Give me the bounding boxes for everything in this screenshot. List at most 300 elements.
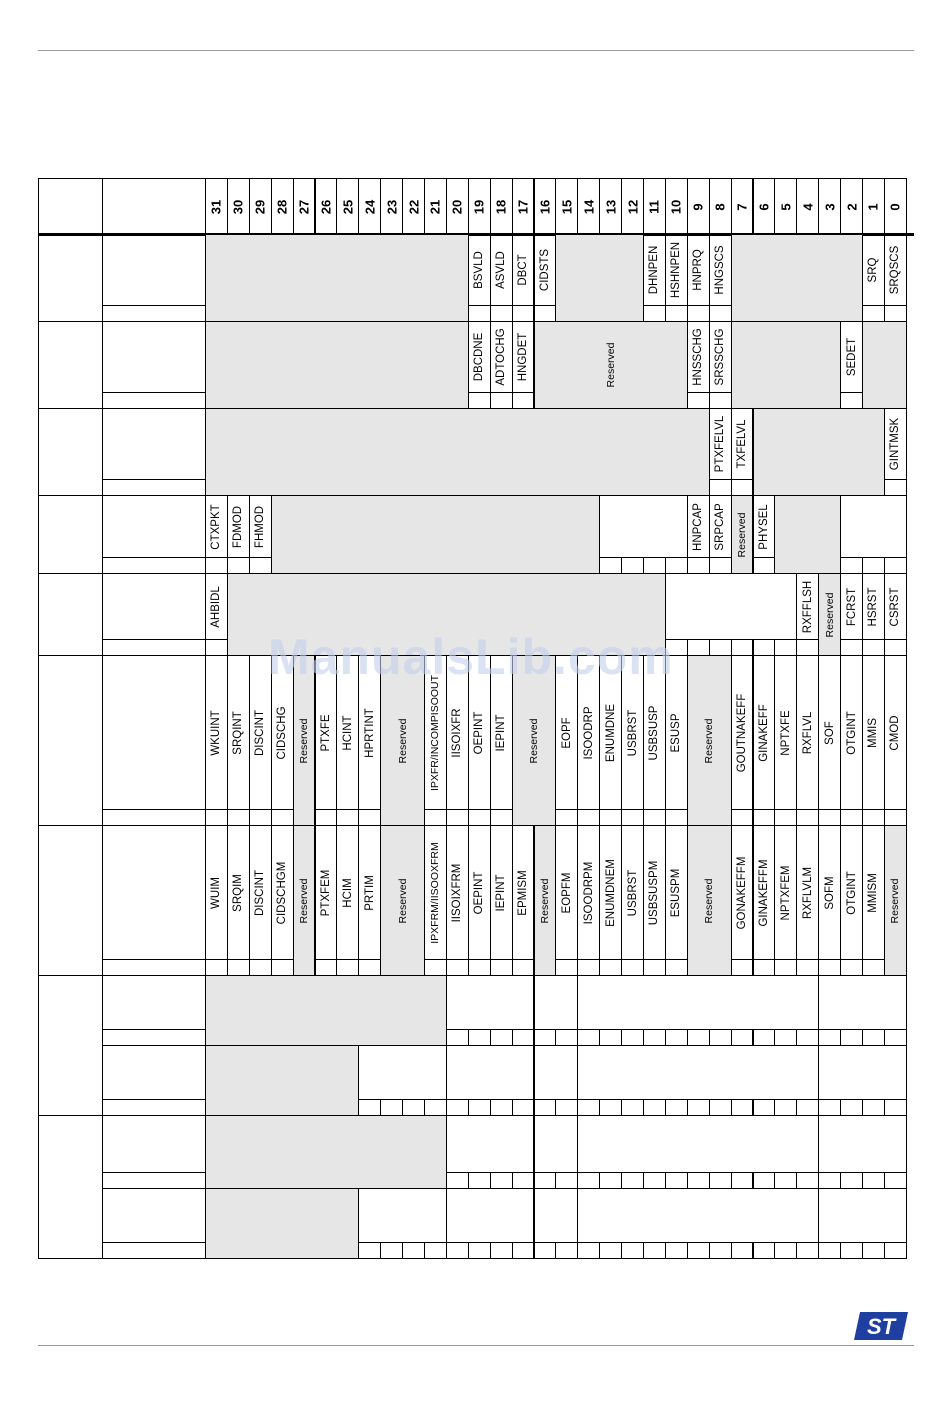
reset-value-cell (643, 557, 666, 574)
reserved-field (687, 825, 732, 976)
bit-number-header (380, 178, 403, 235)
register-field (205, 573, 228, 640)
reset-value-cell (577, 959, 600, 976)
reset-value-cell (490, 1242, 513, 1259)
reset-value-cell (358, 809, 381, 826)
register-name-cell (102, 573, 206, 640)
blank-field (446, 1045, 535, 1100)
reset-value-cell (490, 305, 513, 322)
reset-value-cell (446, 1242, 469, 1259)
reset-value-cell (446, 1029, 469, 1046)
field-label: EOPF (560, 716, 573, 749)
reset-label-cell (102, 479, 206, 496)
blank-field (446, 975, 535, 1030)
bit-number-header (796, 178, 819, 235)
register-field (884, 408, 907, 480)
reset-value-cell (796, 809, 819, 826)
reset-value-cell (687, 639, 710, 656)
reset-value-cell (862, 1242, 885, 1259)
register-name-cell (102, 825, 206, 960)
reset-value-cell (884, 1029, 907, 1046)
bit-number: 10 (668, 199, 684, 214)
reset-label-cell (102, 392, 206, 409)
field-label: PHYSEL (757, 503, 770, 550)
bit-number-header (446, 178, 469, 235)
reserved-area (753, 408, 885, 496)
top-rule (38, 50, 914, 51)
bit-number-header (358, 178, 381, 235)
register-field (840, 321, 863, 393)
reserved-field (534, 825, 557, 976)
register-field (468, 234, 491, 306)
field-label: CMOD (889, 714, 902, 751)
reset-value-cell (840, 392, 863, 409)
reset-value-cell (753, 959, 776, 976)
bit-number: 9 (690, 202, 706, 211)
reset-value-cell (862, 557, 885, 574)
field-label: USBSUSP (648, 705, 661, 760)
bit-number: 23 (384, 199, 400, 214)
reset-value-cell (731, 959, 754, 976)
bit-number-header (534, 178, 557, 235)
blank-field (840, 495, 907, 558)
bit-number-header (402, 178, 425, 235)
register-name-cell (102, 234, 206, 306)
field-label: USBSUSPM (648, 860, 661, 925)
reset-value-cell (599, 809, 622, 826)
field-label: Reserved (823, 592, 836, 637)
blank-field (818, 1115, 907, 1173)
reset-value-cell (840, 1172, 863, 1189)
register-field (709, 234, 732, 306)
offset-cell (38, 234, 103, 322)
field-label: NPTXFEM (779, 865, 792, 920)
field-label: OEPINT (473, 711, 486, 754)
register-field (512, 321, 535, 393)
reset-value-cell (621, 809, 644, 826)
bit-number-header (599, 178, 622, 235)
register-field (818, 655, 841, 810)
field-label: MMISM (867, 872, 880, 913)
field-label: HNPRQ (692, 249, 705, 291)
field-label: ISOODRPM (582, 861, 595, 924)
bit-number: 4 (800, 202, 816, 211)
reset-value-cell (884, 1099, 907, 1116)
reset-value-cell (534, 1172, 557, 1189)
bit-number-header (271, 178, 294, 235)
reset-value-cell (840, 1099, 863, 1116)
field-label: ISOODRP (582, 705, 595, 760)
reset-value-cell (424, 809, 447, 826)
field-label: HNSSCHG (692, 328, 705, 386)
reset-value-cell (577, 1029, 600, 1046)
reset-value-cell (315, 809, 338, 826)
reserved-area (205, 975, 447, 1046)
reset-value-cell (512, 392, 535, 409)
blank-field (534, 1188, 579, 1243)
register-field (774, 655, 797, 810)
register-field (774, 825, 797, 960)
reset-value-cell (731, 639, 754, 656)
reset-value-cell (490, 809, 513, 826)
reset-value-cell (358, 1099, 381, 1116)
bit-number: 16 (537, 199, 553, 214)
bit-number: 12 (625, 199, 641, 214)
bit-number-header (884, 178, 907, 235)
field-label: WKUINT (210, 709, 223, 756)
reserved-area (205, 408, 710, 496)
bit-number-header (840, 178, 863, 235)
register-field (205, 495, 228, 558)
reserved-area (205, 1045, 359, 1116)
field-label: DBCDNE (473, 332, 486, 382)
reset-label-cell (102, 639, 206, 656)
reserved-area (205, 321, 469, 409)
register-field (709, 321, 732, 393)
field-label: Reserved (396, 718, 409, 763)
field-label: PTXFELVL (714, 415, 727, 473)
bit-number: 8 (712, 202, 728, 211)
register-field (227, 495, 250, 558)
reset-value-cell (884, 479, 907, 496)
bit-number-header (490, 178, 513, 235)
reset-value-cell (599, 557, 622, 574)
register-field (840, 573, 863, 640)
field-label: RXFLVL (801, 711, 814, 754)
field-label: WUIM (210, 876, 223, 909)
svg-text:ST: ST (866, 1314, 896, 1339)
reset-value-cell (249, 959, 272, 976)
register-field (840, 655, 863, 810)
reset-value-cell (884, 1242, 907, 1259)
reset-value-cell (818, 1172, 841, 1189)
reset-value-cell (840, 1029, 863, 1046)
reset-value-cell (709, 639, 732, 656)
reset-value-cell (709, 1242, 732, 1259)
register-field (840, 825, 863, 960)
st-logo (852, 1310, 910, 1342)
bit-number-header (862, 178, 885, 235)
offset-cell (38, 825, 103, 976)
register-field (709, 408, 732, 480)
register-field (862, 573, 885, 640)
register-field (643, 234, 666, 306)
field-label: PTXFE (319, 713, 332, 752)
reset-value-cell (621, 1172, 644, 1189)
field-label: ESUSPM (670, 868, 683, 917)
reserved-field (731, 495, 754, 574)
register-name-cell (102, 408, 206, 480)
reset-value-cell (818, 1099, 841, 1116)
field-label: IISOIXFR (451, 707, 464, 758)
field-label: PRTIM (363, 874, 376, 911)
reset-value-cell (818, 1029, 841, 1046)
reset-value-cell (512, 1172, 535, 1189)
reset-value-cell (731, 809, 754, 826)
field-label: PTXFEM (319, 869, 332, 916)
reserved-area (205, 234, 469, 322)
reset-value-cell (205, 809, 228, 826)
reset-value-cell (665, 809, 688, 826)
reset-value-cell (731, 1172, 754, 1189)
reset-value-cell (818, 959, 841, 976)
field-label: CTXPKT (210, 503, 223, 550)
register-name-cell (102, 975, 206, 1030)
field-label: Reserved (298, 718, 311, 763)
bit-number: 14 (581, 199, 597, 214)
reset-value-cell (490, 392, 513, 409)
reset-value-cell (796, 1029, 819, 1046)
bit-number-header (249, 178, 272, 235)
register-field (796, 655, 819, 810)
bit-number: 17 (515, 199, 531, 214)
register-field (249, 825, 272, 960)
reset-value-cell (796, 1242, 819, 1259)
reset-value-cell (884, 305, 907, 322)
field-label: Reserved (396, 878, 409, 923)
field-label: FDMOD (232, 505, 245, 548)
reserved-field (818, 573, 841, 656)
reset-value-cell (884, 1172, 907, 1189)
field-label: ENUMDNEM (604, 858, 617, 927)
field-label: Reserved (604, 342, 617, 388)
reset-value-cell (621, 1242, 644, 1259)
header-offset-cell (38, 178, 103, 235)
field-label: IEPINT (495, 873, 508, 912)
blank-field (599, 495, 688, 558)
register-field (271, 825, 294, 960)
field-label: DISCINT (254, 869, 267, 916)
reset-value-cell (490, 1099, 513, 1116)
reserved-area (271, 495, 601, 574)
reset-value-cell (490, 1172, 513, 1189)
reset-value-cell (336, 809, 359, 826)
reset-value-cell (621, 557, 644, 574)
register-field (227, 825, 250, 960)
bit-number-header (293, 178, 316, 235)
reset-value-cell (818, 809, 841, 826)
field-label: GOUTNAKEFF (736, 693, 749, 772)
bit-number: 26 (318, 199, 334, 214)
reset-value-cell (709, 557, 732, 574)
reset-value-cell (555, 1172, 578, 1189)
blank-field (665, 573, 797, 640)
field-label: CIDSTS (538, 248, 551, 292)
reset-value-cell (643, 809, 666, 826)
reset-value-cell (665, 1172, 688, 1189)
offset-cell (38, 1115, 103, 1259)
reset-value-cell (446, 1099, 469, 1116)
bit-number-header (621, 178, 644, 235)
field-label: CIDSCHGM (276, 861, 289, 924)
blank-field (577, 975, 819, 1030)
field-label: IPXFRM/IISOOXFRM (429, 841, 442, 944)
reset-value-cell (774, 809, 797, 826)
bit-number: 24 (362, 199, 378, 214)
reset-value-cell (577, 1099, 600, 1116)
field-label: HSRST (867, 587, 880, 626)
reset-value-cell (205, 639, 228, 656)
reset-value-cell (621, 959, 644, 976)
reset-value-cell (709, 392, 732, 409)
field-label: CSRST (889, 587, 902, 626)
reset-value-cell (643, 959, 666, 976)
bit-number: 0 (887, 202, 903, 211)
register-field (665, 825, 688, 960)
register-field (731, 408, 754, 480)
reset-value-cell (599, 1029, 622, 1046)
blank-field (577, 1115, 819, 1173)
register-name-cell (102, 1115, 206, 1173)
reset-value-cell (753, 557, 776, 574)
bit-number-header (665, 178, 688, 235)
register-name-cell (102, 495, 206, 558)
blank-field (446, 1115, 535, 1173)
reset-value-cell (227, 557, 250, 574)
bit-number: 6 (756, 202, 772, 211)
reset-value-cell (599, 1172, 622, 1189)
field-label: HPRTINT (363, 707, 376, 758)
reset-value-cell (862, 1172, 885, 1189)
reset-value-cell (862, 809, 885, 826)
reset-label-cell (102, 1029, 206, 1046)
register-field (753, 825, 776, 960)
reset-value-cell (665, 305, 688, 322)
reset-value-cell (468, 1029, 491, 1046)
reset-value-cell (205, 557, 228, 574)
blank-field (446, 1188, 535, 1243)
reserved-area (731, 234, 863, 322)
register-name-cell (102, 655, 206, 810)
register-field (468, 825, 491, 960)
reset-label-cell (102, 305, 206, 322)
reset-value-cell (315, 959, 338, 976)
reset-value-cell (840, 557, 863, 574)
field-label: Reserved (298, 878, 311, 923)
reset-value-cell (840, 639, 863, 656)
register-field (796, 573, 819, 640)
reset-value-cell (380, 1099, 403, 1116)
register-field (205, 655, 228, 810)
bit-number: 21 (427, 199, 443, 214)
field-label: HCINT (341, 714, 354, 751)
register-field (818, 825, 841, 960)
reset-value-cell (687, 557, 710, 574)
register-field (534, 234, 557, 306)
field-label: SRQINT (232, 710, 245, 755)
reset-value-cell (884, 557, 907, 574)
field-label: Reserved (527, 718, 540, 763)
reserved-field (534, 321, 688, 409)
reset-value-cell (555, 959, 578, 976)
reserved-area (205, 1188, 359, 1259)
reset-value-cell (643, 305, 666, 322)
reset-value-cell (796, 1172, 819, 1189)
bit-number-header (205, 178, 228, 235)
bit-number: 3 (822, 202, 838, 211)
reset-value-cell (621, 1099, 644, 1116)
reset-value-cell (709, 305, 732, 322)
reset-value-cell (709, 1099, 732, 1116)
reserved-area (774, 495, 841, 574)
bit-number-header (709, 178, 732, 235)
reset-value-cell (599, 959, 622, 976)
register-field (796, 825, 819, 960)
reset-value-cell (774, 1242, 797, 1259)
reset-label-cell (102, 959, 206, 976)
reset-value-cell (731, 1099, 754, 1116)
field-label: MMIS (867, 717, 880, 748)
register-field (753, 495, 776, 558)
reset-value-cell (555, 1099, 578, 1116)
reset-value-cell (358, 959, 381, 976)
reset-value-cell (884, 639, 907, 656)
reserved-area (862, 321, 907, 409)
reserved-field (884, 825, 907, 976)
reset-value-cell (468, 959, 491, 976)
field-label: ENUMDNE (604, 703, 617, 762)
reset-value-cell (577, 1172, 600, 1189)
reset-value-cell (687, 305, 710, 322)
reset-value-cell (577, 809, 600, 826)
reset-value-cell (862, 639, 885, 656)
reset-value-cell (665, 959, 688, 976)
register-field (577, 825, 600, 960)
register-field (446, 825, 469, 960)
reset-value-cell (709, 1029, 732, 1046)
register-field (490, 234, 513, 306)
reset-value-cell (446, 1172, 469, 1189)
field-label: GINTMSK (889, 417, 902, 471)
field-label: ADTOCHG (495, 328, 508, 386)
register-field (424, 825, 447, 960)
bit-number: 18 (493, 199, 509, 214)
bit-number-header (643, 178, 666, 235)
field-label: TXFELVL (736, 419, 749, 469)
field-label: DBCT (517, 254, 530, 286)
register-field (205, 825, 228, 960)
register-field (555, 825, 578, 960)
reset-value-cell (512, 1029, 535, 1046)
reset-value-cell (490, 1029, 513, 1046)
reset-value-cell (687, 1029, 710, 1046)
reset-value-cell (687, 392, 710, 409)
blank-field (818, 975, 907, 1030)
blank-field (577, 1045, 819, 1100)
reserved-field (687, 655, 732, 826)
field-label: Reserved (703, 878, 716, 923)
reset-label-cell (102, 1099, 206, 1116)
field-label: AHBIDL (210, 585, 223, 628)
field-label: IPXFR/INCOMPISOOUT (429, 674, 442, 791)
reset-value-cell (468, 809, 491, 826)
bit-number: 7 (734, 202, 750, 211)
reset-value-cell (796, 639, 819, 656)
reset-value-cell (468, 1099, 491, 1116)
reset-value-cell (731, 479, 754, 496)
field-label: CIDSCHG (276, 705, 289, 760)
reset-value-cell (424, 1242, 447, 1259)
reset-value-cell (862, 1029, 885, 1046)
reset-value-cell (731, 1242, 754, 1259)
bit-number-header (731, 178, 754, 235)
register-field (599, 825, 622, 960)
offset-cell (38, 495, 103, 574)
register-field (687, 495, 710, 558)
reset-value-cell (555, 1029, 578, 1046)
blank-field (534, 1045, 579, 1100)
field-label: RXFLVLM (801, 866, 814, 919)
